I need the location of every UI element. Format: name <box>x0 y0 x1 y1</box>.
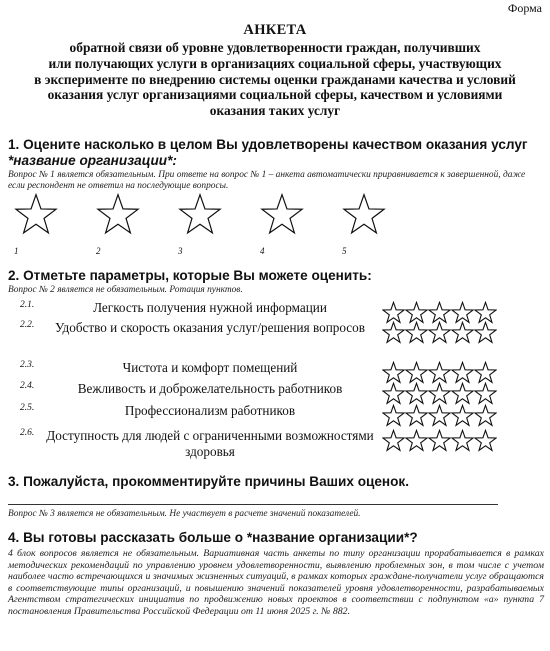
star-icon[interactable] <box>451 321 474 344</box>
question-1-rating <box>14 192 374 262</box>
param-number: 2.3. <box>20 360 35 370</box>
star-icon[interactable] <box>451 361 474 384</box>
question-1-title <box>8 137 544 169</box>
star-icon[interactable] <box>382 321 405 344</box>
star-icon[interactable] <box>428 429 451 452</box>
question-1-org: *название организации*: <box>8 153 177 168</box>
question-4-text: 4 блок вопросов является не обязательным. Вариативная часть анкеты по типу организации прорабатывается в рамках методических рекомендаций по управлению уровнем удовлетворенности, выявлению проблемных зон, в том числе с учетом наиболее часто встречающихся и значимых жизненных ситуаций, в рамках которых граждане-получатели услуг обращаются в соответствующие типы организаций, и повышению значений показателей уровня удовлетворенности, разрабатываемых Агентством стратегических инициатив по продвижению новых проектов в соответствии с подпунктом «а» пункта 7 постановления Правительства Российской Федерации от 11 июня 2025 г. № 882. <box>8 548 544 617</box>
question-1-note: Вопрос № 1 является обязательным. При ответе на вопрос № 1 – анкета автоматически приравнивается к завершенной, даже если респондент не ответил на последующие вопросы. <box>8 170 526 192</box>
rating-star-label: 1 <box>14 246 19 256</box>
star-icon[interactable] <box>474 321 497 344</box>
param-label: Доступность для людей с ограниченными возможностями здоровья <box>46 428 374 459</box>
rating-star-2[interactable] <box>96 192 138 256</box>
param-rating <box>382 382 497 405</box>
form-label: Форма <box>507 1 542 15</box>
param-rating <box>382 361 497 384</box>
subtitle-line: оказания таких услуг <box>209 103 341 119</box>
star-icon[interactable] <box>451 429 474 452</box>
star-icon <box>178 192 222 236</box>
rating-star-label: 5 <box>342 246 347 256</box>
star-icon[interactable] <box>405 321 428 344</box>
star-icon[interactable] <box>405 382 428 405</box>
star-icon[interactable] <box>405 429 428 452</box>
param-rating <box>382 429 497 452</box>
star-icon <box>260 192 304 236</box>
star-icon[interactable] <box>382 382 405 405</box>
page-title: АНКЕТА <box>243 22 307 38</box>
param-label: Легкость получения нужной информации <box>93 300 327 315</box>
star-icon[interactable] <box>382 404 405 427</box>
param-number: 2.4. <box>20 381 35 391</box>
star-icon[interactable] <box>451 404 474 427</box>
star-icon[interactable] <box>428 404 451 427</box>
star-icon[interactable] <box>428 321 451 344</box>
star-icon[interactable] <box>428 382 451 405</box>
subtitle-line: обратной связи об уровне удовлетворенности граждан, получивших <box>69 40 481 55</box>
star-icon <box>342 192 386 236</box>
star-icon[interactable] <box>474 429 497 452</box>
rating-star-4[interactable] <box>260 192 302 256</box>
param-label: Вежливость и доброжелательность работников <box>77 381 343 396</box>
param-number: 2.1. <box>20 300 35 310</box>
star-icon <box>96 192 140 236</box>
rating-star-label: 4 <box>260 246 265 256</box>
star-icon <box>14 192 58 236</box>
param-rating <box>382 321 497 344</box>
star-icon[interactable] <box>382 361 405 384</box>
question-1-text: 1. Оцените насколько в целом Вы удовлетворены качеством оказания услуг <box>8 137 528 152</box>
rating-star-label: 3 <box>178 246 183 256</box>
rating-star-3[interactable] <box>178 192 220 256</box>
param-label: Профессионализм работников <box>124 403 296 418</box>
star-icon[interactable] <box>474 404 497 427</box>
rating-star-1[interactable] <box>14 192 56 256</box>
rating-star-label: 2 <box>96 246 101 256</box>
question-2-title: 2. Отметьте параметры, которые Вы можете оценить: <box>8 268 372 283</box>
star-icon[interactable] <box>474 382 497 405</box>
param-number: 2.5. <box>20 403 35 413</box>
param-rating <box>382 404 497 427</box>
subtitle-line: в эксперименте по внедрению системы оценки гражданами качества и условий <box>34 71 516 87</box>
question-2-note: Вопрос № 2 является не обязательным. Ротация пунктов. <box>8 285 243 295</box>
star-icon[interactable] <box>405 361 428 384</box>
subtitle-line: оказания услуг организациями социальной сферы, качеством и условиями <box>47 87 503 103</box>
param-label: Удобство и скорость оказания услуг/решения вопросов <box>55 320 365 335</box>
question-3-title: 3. Пожалуйста, прокомментируйте причины Ваших оценок. <box>8 474 410 489</box>
star-icon[interactable] <box>451 382 474 405</box>
param-label: Чистота и комфорт помещений <box>122 360 298 375</box>
subtitle-line: или получающих услуги в организациях социальной сферы, участвующих <box>48 55 502 71</box>
star-icon[interactable] <box>382 429 405 452</box>
page-subtitle <box>6 40 544 119</box>
star-icon[interactable] <box>428 361 451 384</box>
param-number: 2.2. <box>20 320 35 330</box>
question-3-note: Вопрос № 3 является не обязательным. Не участвует в расчете значений показателей. <box>8 509 361 519</box>
rating-star-5[interactable] <box>342 192 384 256</box>
comment-line <box>8 504 498 505</box>
star-icon[interactable] <box>474 361 497 384</box>
param-number: 2.6. <box>20 428 35 438</box>
star-icon[interactable] <box>405 404 428 427</box>
question-4-title: 4. Вы готовы рассказать больше о *название организации*? <box>8 530 418 545</box>
